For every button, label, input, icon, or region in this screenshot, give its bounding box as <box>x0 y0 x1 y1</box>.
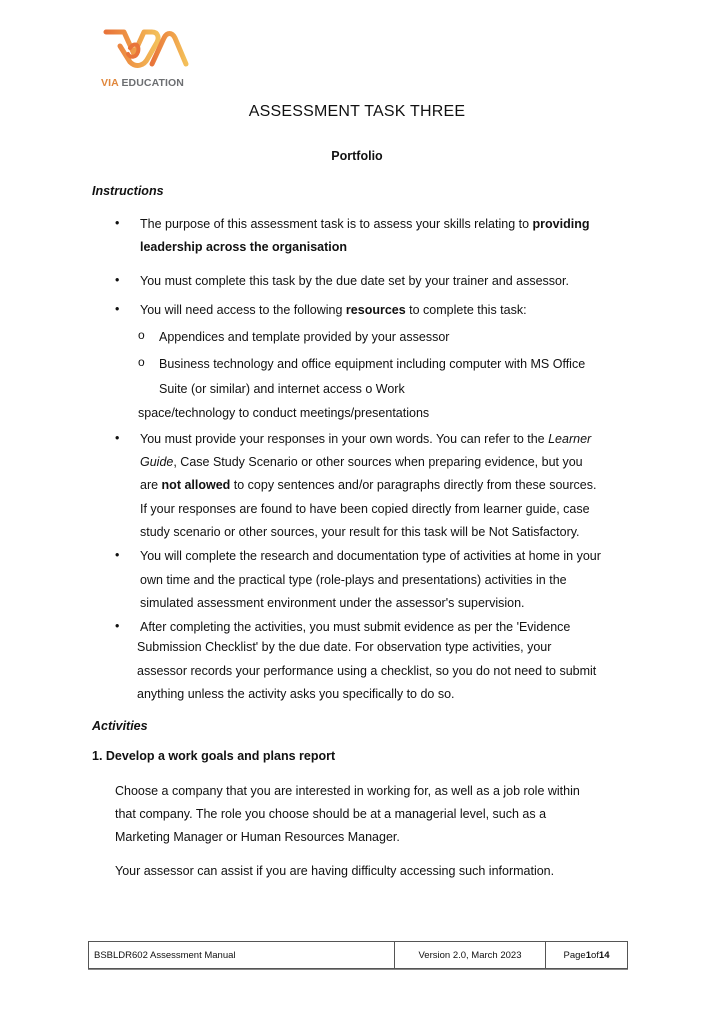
bullet-5-marker: • <box>115 548 120 562</box>
bullet-5-line-1: You will complete the research and documentation type of activities at home in your <box>140 549 601 563</box>
bullet-4-line-1: You must provide your responses in your own words. You can refer to the Learner <box>140 432 592 446</box>
footer-doc-name: BSBLDR602 Assessment Manual <box>89 942 395 968</box>
bullet-6-line-1: After completing the activities, you must submit evidence as per the 'Evidence <box>140 620 571 634</box>
sub-item-2-line-1: Business technology and office equipment including computer with MS Office <box>159 357 586 371</box>
logo-wordmark: VIA EDUCATION <box>101 77 184 89</box>
bullet-2-line-1: You must complete this task by the due date set by your trainer and assessor. <box>140 274 569 288</box>
bullet-1-line-2: leadership across the organisation <box>140 240 348 254</box>
bullet-1-marker: • <box>115 216 120 230</box>
sub-item-1: Appendices and template provided by your assessor <box>159 330 450 344</box>
via-logo-mark <box>100 24 192 76</box>
activity-1-para-1-line-1: Choose a company that you are interested in working for, as well as a job role within <box>115 784 580 798</box>
sub-item-2-marker: o <box>138 355 145 369</box>
footer-page-number: Page 1 of 14 <box>563 949 610 961</box>
bullet-4-marker: • <box>115 431 120 445</box>
page-title: ASSESSMENT TASK THREE <box>248 103 466 120</box>
bullet-4-line-4: If your responses are found to have been copied directly from learner guide, case <box>140 502 590 516</box>
sub-item-2-line-3: space/technology to conduct meetings/presentations <box>138 406 430 420</box>
bullet-1-line-1: The purpose of this assessment task is to assess your skills relating to providing <box>140 217 590 231</box>
sub-item-2-line-2: Suite (or similar) and internet access o Work <box>159 382 405 396</box>
bullet-4-line-5: study scenario or other sources, your result for this task will be Not Satisfactory. <box>140 525 580 539</box>
bullet-4-line-2: Guide, Case Study Scenario or other sources when preparing evidence, but you <box>140 455 583 469</box>
instructions-heading: Instructions <box>92 184 164 198</box>
page-subtitle: Portfolio <box>331 149 383 163</box>
page-footer <box>88 941 628 969</box>
activity-1-heading: 1. Develop a work goals and plans report <box>92 749 336 763</box>
activities-heading: Activities <box>92 719 148 733</box>
bullet-5-line-3: simulated assessment environment under the assessor's supervision. <box>140 596 525 610</box>
bullet-4-line-3: are not allowed to copy sentences and/or paragraphs directly from these sources. <box>140 478 597 492</box>
via-education-logo <box>100 24 192 92</box>
bullet-6-line-3: assessor records your performance using a checklist, so you do not need to submit <box>137 664 597 678</box>
activity-1-para-1-line-2: that company. The role you choose should be at a managerial level, such as a <box>115 807 547 821</box>
footer-version: Version 2.0, March 2023 <box>395 942 546 968</box>
sub-item-1-marker: o <box>138 328 145 342</box>
activity-1-para-2: Your assessor can assist if you are having difficulty accessing such information. <box>115 864 555 878</box>
bullet-2-marker: • <box>115 273 120 287</box>
bullet-6-line-4: anything unless the activity asks you specifically to do so. <box>137 687 455 701</box>
bullet-6-line-2: Submission Checklist' by the due date. For observation type activities, your <box>137 640 552 654</box>
bullet-3-marker: • <box>115 302 120 316</box>
bullet-3-line-1: You will need access to the following resources to complete this task: <box>140 303 527 317</box>
activity-1-para-1-line-3: Marketing Manager or Human Resources Manager. <box>115 830 400 844</box>
bullet-5-line-2: own time and the practical type (role-plays and presentations) activities in the <box>140 573 567 587</box>
bullet-6-marker: • <box>115 619 120 633</box>
